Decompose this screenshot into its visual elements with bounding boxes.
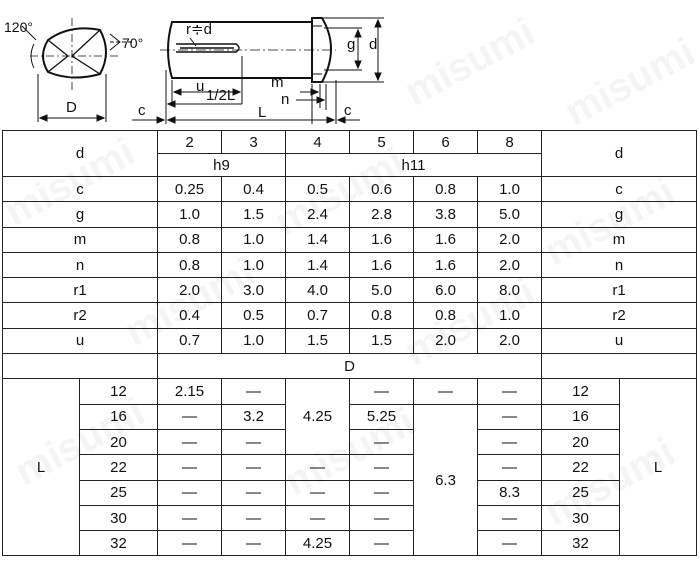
param-value: 0.4 <box>158 303 222 328</box>
D-value: — <box>158 505 222 530</box>
param-value: 0.5 <box>286 177 350 202</box>
D-value: — <box>478 505 542 530</box>
r-approx-d-label: r≑d <box>186 21 212 38</box>
param-value: 0.8 <box>414 303 478 328</box>
param-value: 1.5 <box>222 202 286 227</box>
D-header: D <box>158 354 542 379</box>
param-row-u <box>3 328 697 353</box>
param-value: 5.0 <box>350 278 414 303</box>
D-value: — <box>350 429 414 454</box>
size-header: 2 <box>158 131 222 154</box>
dim-n-label: n <box>281 91 290 108</box>
L-row-20 <box>3 429 697 454</box>
D-value: 2.15 <box>158 379 222 404</box>
D-value: — <box>158 429 222 454</box>
dim-c-left-label: c <box>138 102 146 119</box>
D-value: — <box>222 455 286 480</box>
param-value: 1.4 <box>286 252 350 277</box>
param-name-right: u <box>542 328 697 353</box>
end-view <box>22 18 118 92</box>
pin-technical-drawing <box>0 0 700 130</box>
param-value: 1.0 <box>222 227 286 252</box>
dim-c-right-label: c <box>344 102 352 119</box>
param-value: 0.8 <box>158 252 222 277</box>
param-value: 1.6 <box>350 252 414 277</box>
L-row-12 <box>3 379 697 404</box>
param-name: u <box>3 328 158 353</box>
dim-half-L-label: 1/2L <box>206 87 236 104</box>
param-value: 3.0 <box>222 278 286 303</box>
size-header: 8 <box>478 131 542 154</box>
param-name: r2 <box>3 303 158 328</box>
param-value: 2.8 <box>350 202 414 227</box>
param-row-c <box>3 177 697 202</box>
L-value-right: 12 <box>542 379 620 404</box>
D-value: — <box>350 531 414 556</box>
param-value: 0.7 <box>286 303 350 328</box>
dim-m-label: m <box>271 74 284 91</box>
D-value: — <box>478 429 542 454</box>
dim-bottom <box>132 56 360 124</box>
r-leader <box>190 38 196 46</box>
dim-d-label: d <box>369 36 378 53</box>
L-row-25 <box>3 480 697 505</box>
param-name: r1 <box>3 278 158 303</box>
angle-120-label: 120° <box>4 19 33 35</box>
param-name-right: r1 <box>542 278 697 303</box>
param-value: 2.4 <box>286 202 350 227</box>
D-value: — <box>286 505 350 530</box>
L-value: 16 <box>80 404 158 429</box>
param-name: g <box>3 202 158 227</box>
param-value: 1.5 <box>350 328 414 353</box>
param-value: 0.8 <box>350 303 414 328</box>
L-row-30 <box>3 505 697 530</box>
D-value: 3.2 <box>222 404 286 429</box>
dim-u-label: u <box>196 78 205 95</box>
size-header: 4 <box>286 131 350 154</box>
param-value: 0.7 <box>158 328 222 353</box>
param-row-m <box>3 227 697 252</box>
D-value: 5.25 <box>350 404 414 429</box>
D-value: 4.25 <box>286 531 350 556</box>
L-value: 12 <box>80 379 158 404</box>
D-value: — <box>350 455 414 480</box>
size-header: 3 <box>222 131 286 154</box>
D-value: — <box>478 531 542 556</box>
param-name-right: c <box>542 177 697 202</box>
L-value-right: 20 <box>542 429 620 454</box>
L-row-32 <box>3 531 697 556</box>
param-row-g <box>3 202 697 227</box>
param-value: 1.0 <box>158 202 222 227</box>
param-value: 2.0 <box>478 252 542 277</box>
L-row-16 <box>3 404 697 429</box>
D-value: — <box>350 379 414 404</box>
D-value: — <box>350 505 414 530</box>
param-value: 1.0 <box>222 252 286 277</box>
L-value-right: 25 <box>542 480 620 505</box>
param-value: 1.0 <box>222 328 286 353</box>
param-value: 0.5 <box>222 303 286 328</box>
param-value: 3.8 <box>414 202 478 227</box>
param-value: 0.25 <box>158 177 222 202</box>
tolerance-h9: h9 <box>158 154 286 177</box>
param-name-right: m <box>542 227 697 252</box>
D-value: — <box>222 429 286 454</box>
size-header: 5 <box>350 131 414 154</box>
D-value: — <box>350 480 414 505</box>
param-value: 1.4 <box>286 227 350 252</box>
param-value: 0.8 <box>158 227 222 252</box>
param-value: 1.5 <box>286 328 350 353</box>
param-value: 0.8 <box>414 177 478 202</box>
param-name-right: r2 <box>542 303 697 328</box>
L-value-right: 30 <box>542 505 620 530</box>
right-d-label: d <box>542 131 697 177</box>
L-value: 30 <box>80 505 158 530</box>
D-value: — <box>478 404 542 429</box>
L-label-right: L <box>620 379 697 556</box>
param-name-right: n <box>542 252 697 277</box>
D-value: — <box>414 379 478 404</box>
param-value: 4.0 <box>286 278 350 303</box>
D-value: — <box>158 531 222 556</box>
spec-table <box>2 130 697 556</box>
param-name: c <box>3 177 158 202</box>
dim-L-label: L <box>258 104 267 121</box>
D-value: — <box>222 505 286 530</box>
L-value: 32 <box>80 531 158 556</box>
param-name-right: g <box>542 202 697 227</box>
D-value: 8.3 <box>478 480 542 505</box>
D-value-merged-d4: 4.25 <box>286 379 350 455</box>
D-value-merged-d6: 6.3 <box>414 404 478 556</box>
param-value: 2.0 <box>478 227 542 252</box>
param-value: 8.0 <box>478 278 542 303</box>
param-value: 2.0 <box>414 328 478 353</box>
param-value: 1.6 <box>414 227 478 252</box>
angle-70-label: 70° <box>122 35 144 51</box>
D-value: — <box>478 455 542 480</box>
D-value: — <box>158 455 222 480</box>
L-label-left: L <box>3 379 80 556</box>
L-value: 22 <box>80 455 158 480</box>
D-value: — <box>222 480 286 505</box>
D-value: — <box>158 404 222 429</box>
param-value: 1.0 <box>478 303 542 328</box>
size-header: 6 <box>414 131 478 154</box>
D-header-row <box>3 354 697 379</box>
L-value-right: 16 <box>542 404 620 429</box>
blank-cell <box>542 354 697 379</box>
D-value: — <box>286 480 350 505</box>
dim-D-label: D <box>66 99 77 116</box>
param-value: 1.6 <box>350 227 414 252</box>
D-value: — <box>478 379 542 404</box>
param-value: 1.0 <box>478 177 542 202</box>
param-value: 5.0 <box>478 202 542 227</box>
L-value-right: 22 <box>542 455 620 480</box>
param-value: 2.0 <box>158 278 222 303</box>
D-value: — <box>222 531 286 556</box>
param-value: 0.4 <box>222 177 286 202</box>
param-row-r1 <box>3 278 697 303</box>
param-value: 0.6 <box>350 177 414 202</box>
blank-cell <box>3 354 158 379</box>
param-name: m <box>3 227 158 252</box>
L-value-right: 32 <box>542 531 620 556</box>
param-value: 1.6 <box>414 252 478 277</box>
D-value: — <box>158 480 222 505</box>
param-row-n <box>3 252 697 277</box>
L-value: 20 <box>80 429 158 454</box>
L-value: 25 <box>80 480 158 505</box>
dim-g-label: g <box>347 36 356 53</box>
size-row <box>3 131 697 154</box>
param-name: n <box>3 252 158 277</box>
param-value: 6.0 <box>414 278 478 303</box>
D-value: — <box>286 455 350 480</box>
tolerance-h11: h11 <box>286 154 542 177</box>
param-value: 2.0 <box>478 328 542 353</box>
D-value: — <box>222 379 286 404</box>
corner-d-label: d <box>3 131 158 177</box>
param-row-r2 <box>3 303 697 328</box>
L-row-22 <box>3 455 697 480</box>
